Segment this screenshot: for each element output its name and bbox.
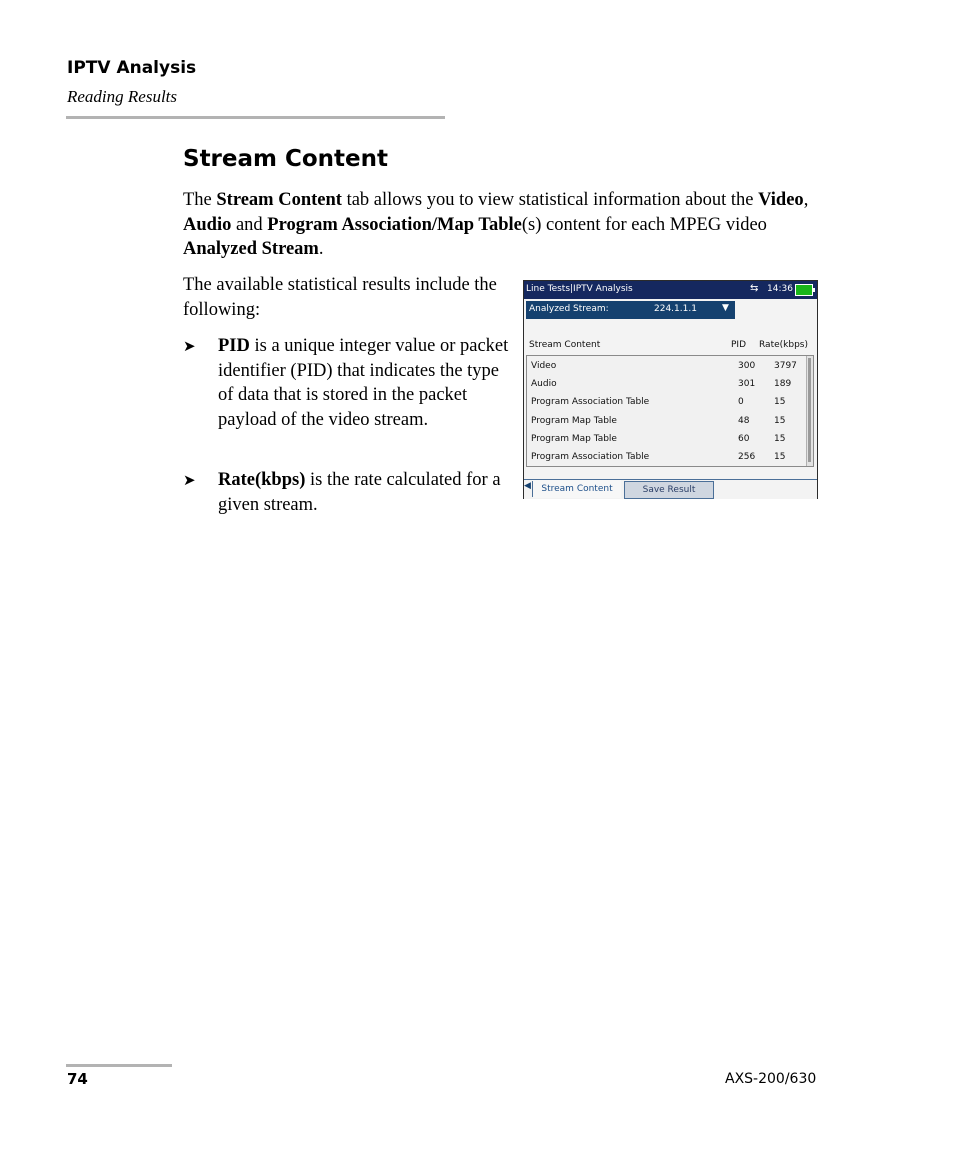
stream-rate: 15 [774,434,786,444]
intro-text: The [183,190,217,210]
device-title-bar [524,281,817,299]
stream-pid: 301 [738,379,756,389]
intro-term: Video [758,190,804,210]
list-scrollbar[interactable] [806,356,813,466]
analyzed-stream-dropdown[interactable] [526,301,735,319]
list-item[interactable] [531,430,801,448]
stream-rate: 15 [774,452,786,462]
stream-pid: 300 [738,361,756,371]
available-results-paragraph: The available statistical results include the following: [183,275,497,320]
column-header-stream-content: Stream Content [529,340,601,350]
intro-text: tab allows you to view statistical information about the [341,190,759,210]
analyzed-stream-label: Analyzed Stream: [529,304,609,314]
stream-rate: 3797 [774,361,797,371]
column-header-pid: PID [731,340,747,350]
bullet-arrow-icon: ➤ [183,337,196,355]
stream-rate: 189 [774,379,792,389]
bullet-text [218,468,513,517]
battery-icon [795,284,813,296]
intro-text: , [803,190,809,210]
stream-content-list[interactable] [526,355,814,467]
bullet-description: is a unique integer value or packet identifier (PID) that indicates the type of data that is stored in the packet payload of the video stream. [218,336,509,430]
bullet-term: Rate(kbps) [218,470,306,490]
header-rule [66,116,445,119]
stream-name: Program Map Table [531,416,617,426]
intro-text: . [318,239,324,259]
intro-paragraph [183,188,823,262]
stream-rate: 15 [774,397,786,407]
bullet-arrow-icon: ➤ [183,471,196,489]
tab-scroll-left-icon[interactable]: ◀ [524,481,533,497]
tab-save-result[interactable]: Save Result [624,481,714,499]
stream-pid: 60 [738,434,750,444]
running-header-title: IPTV Analysis [67,58,197,78]
stream-name: Program Association Table [531,397,650,407]
list-item[interactable] [531,375,801,393]
clock: 14:36 [767,284,793,294]
stream-pid: 256 [738,452,756,462]
intro-text: (s) content for each MPEG video [521,214,767,235]
stream-name: Video [531,361,557,371]
chevron-down-icon[interactable]: ▼ [722,303,729,313]
analyzed-stream-value: 224.1.1.1 [654,304,697,314]
stream-pid: 48 [738,416,750,426]
bullet-term: PID [218,336,250,356]
section-title: Stream Content [183,146,389,172]
stream-pid: 0 [738,397,744,407]
tab-stream-content[interactable]: Stream Content [533,480,621,498]
intro-term: Audio [183,214,232,235]
sync-arrows-icon[interactable]: ⇆ [750,283,759,294]
footer-rule [66,1064,172,1067]
list-item[interactable] [531,448,801,466]
stream-name: Audio [531,379,557,389]
stream-rate: 15 [774,416,786,426]
column-header-rate: Rate(kbps) [759,340,808,350]
intro-text: and [231,214,268,235]
device-screenshot [523,280,818,499]
scrollbar-thumb[interactable] [808,358,811,462]
tab-bar [524,479,817,499]
list-item[interactable] [531,393,801,411]
list-item[interactable] [531,412,801,430]
stream-name: Program Association Table [531,452,650,462]
list-item[interactable] [531,357,801,375]
intro-term: Stream Content [216,190,342,210]
stream-name: Program Map Table [531,434,617,444]
document-id: AXS-200/630 [725,1071,817,1087]
device-title: Line Tests|IPTV Analysis [526,284,633,294]
page-number: 74 [67,1070,88,1088]
bullet-text [218,334,513,432]
running-header-subtitle: Reading Results [67,87,178,106]
intro-term: Program Association/Map Table [267,214,522,235]
bullet-description: is the rate calculated for a given stream. [218,470,501,515]
intro-term: Analyzed Stream [183,239,319,259]
